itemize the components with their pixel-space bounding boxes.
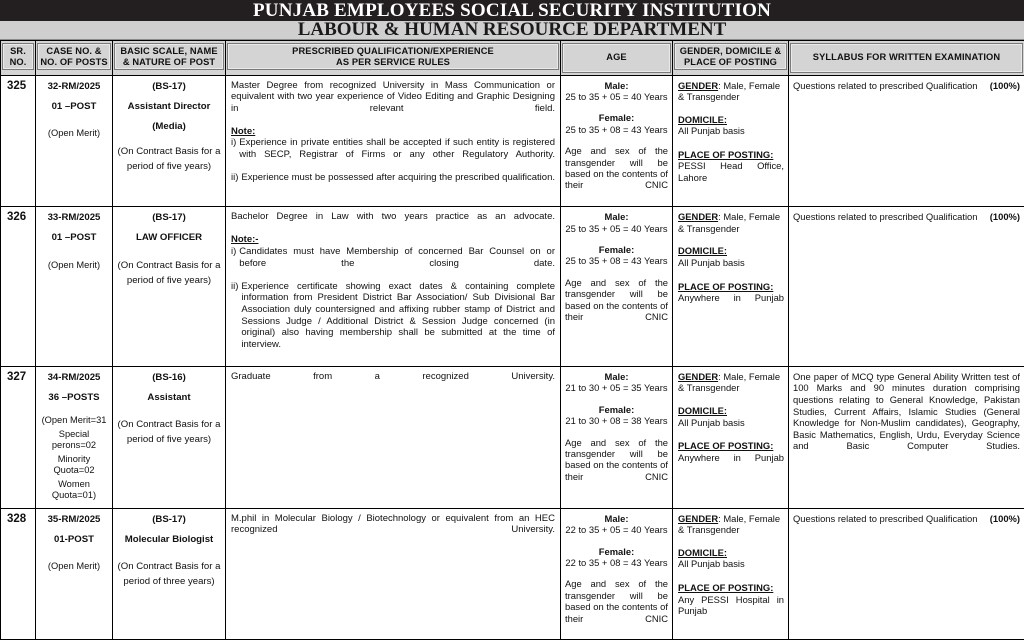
sr-no-value: 327	[1, 367, 35, 383]
contract-terms: (On Contract Basis for a	[117, 146, 221, 157]
spacer	[40, 545, 108, 561]
place-of-posting-label: PLACE OF POSTING:	[678, 281, 784, 293]
domicile-value: All Punjab basis	[678, 558, 784, 570]
col-header-age-line1: AGE	[564, 52, 669, 63]
place-of-posting-value: Any PESSI Hospital in Punjab	[678, 594, 784, 629]
spacer	[40, 112, 108, 128]
cell-gender-domicile-posting	[673, 366, 789, 508]
syllabus-text: Questions related to prescribed Qualification	[793, 513, 983, 525]
place-of-posting-label: PLACE OF POSTING:	[678, 440, 784, 452]
gender-block	[678, 80, 784, 103]
col-header-gender-domicile-line2: PLACE OF POSTING	[676, 57, 785, 68]
age-male-label: Male:	[565, 513, 668, 524]
qualification-text: M.phil in Molecular Biology / Biotechnology or equivalent from an HEC recognized University.	[231, 513, 555, 548]
cell-syllabus	[789, 366, 1024, 508]
cell-syllabus	[789, 508, 1024, 640]
gender-value: : Male, Female & Transgender	[678, 371, 780, 394]
syllabus-percentage: (100%)	[990, 80, 1020, 92]
age-male-value: 22 to 35 + 05 = 40 Years	[565, 524, 668, 535]
gender-label: GENDER	[678, 80, 718, 91]
spacer	[40, 403, 108, 415]
place-of-posting-label: PLACE OF POSTING:	[678, 582, 784, 594]
qualification-note	[231, 281, 555, 362]
quota-line: (Open Merit)	[40, 128, 108, 139]
contract-terms: (On Contract Basis for a	[117, 419, 221, 430]
spacer	[117, 403, 221, 419]
table-row	[1, 207, 1024, 367]
table-header	[1, 41, 1024, 76]
spacer	[678, 137, 784, 149]
number-of-posts: 01 –POST	[40, 101, 108, 112]
syllabus-text: Questions related to prescribed Qualification	[793, 211, 983, 223]
jobs-table	[0, 40, 1024, 640]
table-row	[1, 75, 1024, 207]
age-male-value: 25 to 35 + 05 = 40 Years	[565, 91, 668, 102]
post-name: LAW OFFICER	[117, 232, 221, 243]
note-marker: ii)	[231, 172, 241, 195]
spacer	[678, 269, 784, 281]
age-transgender-note: Age and sex of the transgender will be based on the contents of their CNIC	[565, 578, 668, 635]
cell-sr-no	[1, 207, 36, 367]
age-female-label: Female:	[565, 546, 668, 557]
syllabus-line	[793, 80, 1020, 92]
note-marker: i)	[231, 246, 239, 281]
gender-value: : Male, Female & Transgender	[678, 513, 780, 536]
cell-sr-no	[1, 75, 36, 207]
spacer	[117, 244, 221, 260]
syllabus-percentage: (100%)	[990, 211, 1020, 223]
age-male-value: 25 to 35 + 05 = 40 Years	[565, 223, 668, 234]
table-header-row	[1, 41, 1024, 76]
spacer	[678, 428, 784, 440]
spacer	[565, 568, 668, 578]
cell-basic-scale-post	[113, 207, 226, 367]
col-header-qualification	[226, 41, 561, 76]
contract-terms-period: period of five years)	[117, 275, 221, 286]
col-header-basic-scale-line1: BASIC SCALE, NAME	[116, 46, 222, 57]
gender-block	[678, 211, 784, 234]
col-header-age	[561, 41, 673, 76]
col-header-gender-domicile	[673, 41, 789, 76]
qualification-note	[231, 246, 555, 281]
col-header-syllabus	[789, 41, 1024, 76]
note-text: Experience certificate showing exact dates & containing complete information from President District Bar Association/ Sub Divisional Bar Association duly countersigned and affixing rubber stamp of District and Sessions Judge / Additional District & Session Judge concerned (in original) also having membership shall be submitted at the time of interview.	[241, 281, 555, 362]
qualification-note	[231, 137, 555, 172]
quota-line: (Open Merit=31	[40, 415, 108, 426]
syllabus-line	[793, 513, 1020, 525]
spacer	[565, 427, 668, 437]
col-header-sr-no	[1, 41, 36, 76]
cell-age	[561, 366, 673, 508]
quota-line: Special perons=02	[40, 429, 108, 451]
qualification-note	[231, 172, 555, 195]
syllabus-percentage: (100%)	[990, 513, 1020, 525]
place-of-posting-value: PESSI Head Office, Lahore	[678, 160, 784, 195]
place-of-posting-label: PLACE OF POSTING:	[678, 149, 784, 161]
contract-terms-period: period of five years)	[117, 161, 221, 172]
col-header-case-no	[36, 41, 113, 76]
quota-line: (Open Merit)	[40, 260, 108, 271]
age-transgender-note: Age and sex of the transgender will be based on the contents of their CNIC	[565, 437, 668, 494]
qualification-text: Master Degree from recognized University in Mass Communication or equivalent with two year experience of Video Editing and Graphic Designing in relevant field.	[231, 80, 555, 126]
cell-case-no-posts	[36, 366, 113, 508]
cell-syllabus	[789, 207, 1024, 367]
cell-age	[561, 508, 673, 640]
spacer	[678, 537, 784, 547]
case-number: 34-RM/2025	[40, 372, 108, 383]
spacer	[565, 394, 668, 404]
cell-basic-scale-post	[113, 75, 226, 207]
cell-basic-scale-post	[113, 508, 226, 640]
age-female-label: Female:	[565, 404, 668, 415]
table-row	[1, 508, 1024, 640]
organization-title-banner: PUNJAB EMPLOYEES SOCIAL SECURITY INSTITUTION	[0, 0, 1024, 21]
spacer	[565, 102, 668, 112]
cell-case-no-posts	[36, 508, 113, 640]
col-header-basic-scale-line2: & NATURE OF POST	[116, 57, 222, 68]
spacer	[678, 395, 784, 405]
number-of-posts: 01 –POST	[40, 232, 108, 243]
cell-gender-domicile-posting	[673, 75, 789, 207]
cell-basic-scale-post	[113, 366, 226, 508]
contract-terms: (On Contract Basis for a	[117, 561, 221, 572]
cell-age	[561, 207, 673, 367]
qualification-text: Graduate from a recognized University.	[231, 371, 555, 394]
cell-qualification	[226, 75, 561, 207]
gender-value: : Male, Female & Transgender	[678, 80, 780, 103]
table-body	[1, 75, 1024, 640]
cell-sr-no	[1, 508, 36, 640]
cell-qualification	[226, 207, 561, 367]
gender-label: GENDER	[678, 371, 718, 382]
quota-line: Minority Quota=02	[40, 454, 108, 476]
age-female-value: 22 to 35 + 08 = 43 Years	[565, 557, 668, 568]
age-male-label: Male:	[565, 371, 668, 382]
cell-syllabus	[789, 75, 1024, 207]
contract-terms-period: period of three years)	[117, 576, 221, 587]
domicile-label: DOMICILE:	[678, 114, 784, 126]
basic-pay-scale: (BS-16)	[117, 372, 221, 383]
age-male-label: Male:	[565, 80, 668, 91]
domicile-value: All Punjab basis	[678, 417, 784, 429]
number-of-posts: 01-POST	[40, 534, 108, 545]
domicile-label: DOMICILE:	[678, 547, 784, 559]
col-header-case-no-line1: CASE NO. &	[39, 46, 109, 57]
syllabus-line	[793, 211, 1020, 223]
spacer	[40, 244, 108, 260]
domicile-label: DOMICILE:	[678, 405, 784, 417]
case-number: 35-RM/2025	[40, 514, 108, 525]
spacer	[678, 570, 784, 582]
col-header-gender-domicile-line1: GENDER, DOMICILE &	[676, 46, 785, 57]
basic-pay-scale: (BS-17)	[117, 212, 221, 223]
table-row	[1, 366, 1024, 508]
age-male-value: 21 to 30 + 05 = 35 Years	[565, 382, 668, 393]
domicile-label: DOMICILE:	[678, 245, 784, 257]
post-name: Assistant Director	[117, 101, 221, 112]
spacer	[117, 132, 221, 146]
note-text: Candidates must have Membership of concerned Bar Counsel on or before the closing date.	[239, 246, 555, 281]
col-header-case-no-line2: NO. OF POSTS	[39, 57, 109, 68]
cell-age	[561, 75, 673, 207]
cell-gender-domicile-posting	[673, 508, 789, 640]
note-text: Experience in private entities shall be accepted if such entity is registered with SECP, Registrar of Firms or any other Regulatory Authority.	[239, 137, 555, 172]
contract-terms-period: period of five years)	[117, 434, 221, 445]
spacer	[565, 135, 668, 145]
age-female-value: 25 to 35 + 08 = 43 Years	[565, 255, 668, 266]
spacer	[565, 536, 668, 546]
col-header-basic-scale	[113, 41, 226, 76]
sr-no-value: 326	[1, 207, 35, 223]
post-name: Molecular Biologist	[117, 534, 221, 545]
col-header-sr-no-line2: NO.	[4, 57, 32, 68]
col-header-syllabus-line1: SYLLABUS FOR WRITTEN EXAMINATION	[792, 52, 1021, 63]
post-name: Assistant	[117, 392, 221, 403]
col-header-qualification-line2: AS PER SERVICE RULES	[229, 57, 557, 68]
basic-pay-scale: (BS-17)	[117, 81, 221, 92]
cell-qualification	[226, 508, 561, 640]
spacer	[117, 545, 221, 561]
qualification-text: Bachelor Degree in Law with two years practice as an advocate.	[231, 211, 555, 234]
age-female-label: Female:	[565, 112, 668, 123]
cell-case-no-posts	[36, 75, 113, 207]
gender-label: GENDER	[678, 513, 718, 524]
domicile-value: All Punjab basis	[678, 257, 784, 269]
gender-block	[678, 371, 784, 394]
age-transgender-note: Age and sex of the transgender will be based on the contents of their CNIC	[565, 145, 668, 202]
gender-label: GENDER	[678, 211, 718, 222]
note-label: Note:-	[231, 234, 555, 246]
quota-line: Women Quota=01)	[40, 479, 108, 501]
contract-terms: (On Contract Basis for a	[117, 260, 221, 271]
domicile-value: All Punjab basis	[678, 125, 784, 137]
cell-gender-domicile-posting	[673, 207, 789, 367]
department-title-banner: LABOUR & HUMAN RESOURCE DEPARTMENT	[0, 21, 1024, 40]
syllabus-text: Questions related to prescribed Qualification	[793, 80, 983, 92]
sr-no-value: 325	[1, 76, 35, 92]
syllabus-text: One paper of MCQ type General Ability Written test of 100 Marks and 90 minutes duration comprising questions relating to General Knowledge, Pakistan Studies, Current Affairs, Islamic Studies (General Knowledge for Non-Muslim candidates), Geography, Basic Mathematics, English, Urdu, Everyday Science and Basic Computer Studies.	[793, 371, 1020, 464]
cell-case-no-posts	[36, 207, 113, 367]
note-text: Experience must be possessed after acquiring the prescribed qualification.	[241, 172, 555, 195]
col-header-qualification-line1: PRESCRIBED QUALIFICATION/EXPERIENCE	[229, 46, 557, 57]
age-female-value: 21 to 30 + 08 = 38 Years	[565, 415, 668, 426]
age-female-label: Female:	[565, 244, 668, 255]
age-female-value: 25 to 35 + 08 = 43 Years	[565, 124, 668, 135]
cell-qualification	[226, 366, 561, 508]
note-marker: ii)	[231, 281, 241, 362]
spacer	[565, 234, 668, 244]
place-of-posting-value: Anywhere in Punjab	[678, 452, 784, 475]
spacer	[678, 104, 784, 114]
spacer	[565, 267, 668, 277]
case-number: 33-RM/2025	[40, 212, 108, 223]
age-transgender-note: Age and sex of the transgender will be based on the contents of their CNIC	[565, 277, 668, 334]
cell-sr-no	[1, 366, 36, 508]
note-label: Note:	[231, 126, 555, 138]
place-of-posting-value: Anywhere in Punjab	[678, 292, 784, 315]
number-of-posts: 36 –POSTS	[40, 392, 108, 403]
gender-value: : Male, Female & Transgender	[678, 211, 780, 234]
note-marker: i)	[231, 137, 239, 172]
quota-line: (Open Merit)	[40, 561, 108, 572]
post-name-sub: (Media)	[117, 121, 221, 132]
age-male-label: Male:	[565, 211, 668, 222]
case-number: 32-RM/2025	[40, 81, 108, 92]
sr-no-value: 328	[1, 509, 35, 525]
gender-block	[678, 513, 784, 536]
col-header-sr-no-line1: SR.	[4, 46, 32, 57]
spacer	[678, 235, 784, 245]
basic-pay-scale: (BS-17)	[117, 514, 221, 525]
